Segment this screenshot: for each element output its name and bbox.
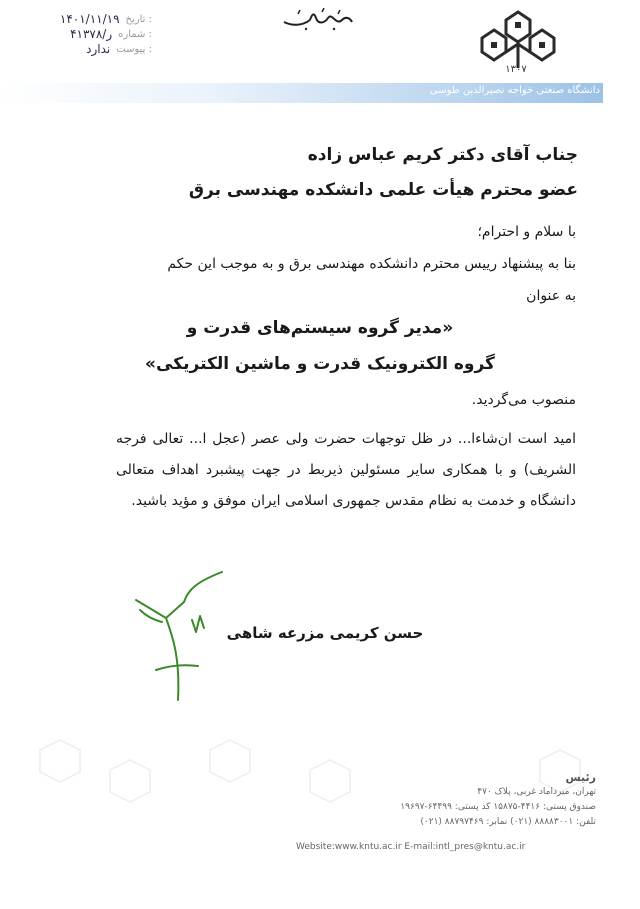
addressee-name: جناب آقای دکتر کریم عباس زاده [307, 145, 578, 165]
body-line-2: به عنوان [526, 288, 576, 304]
calligraphy-header [278, 8, 358, 32]
footer-title: رئیس [565, 771, 596, 784]
number-value: ۴۱۳۷۸/ر [70, 27, 113, 41]
position-title-line-1: «مدیر گروه سیستم‌های قدرت و [186, 318, 454, 338]
date-value: ۱۴۰۱/۱۱/۱۹ [59, 12, 120, 26]
logo-year: ۱۳۰۷ [505, 64, 527, 75]
number-label: شماره : [118, 29, 152, 40]
addressee-position: عضو محترم هیأت علمی دانشکده مهندسی برق [188, 180, 578, 200]
footer-pobox: صندوق پستی: ۴۴۱۶-۱۵۸۷۵ کد پستی: ۶۴۴۹۹-۱۹۶۹۷ [400, 802, 596, 812]
letter-meta [32, 12, 152, 57]
footer-address: تهران، میرداماد غربی، پلاک ۴۷۰ [477, 787, 596, 797]
position-title-line-2: گروه الکترونیک قدرت و ماشین الکتریکی» [145, 354, 495, 374]
footer-web: Website:www.kntu.ac.ir E-mail:intl_pres@kntu.ac.ir [296, 842, 526, 852]
greeting: با سلام و احترام؛ [477, 224, 576, 240]
signature-image [126, 570, 236, 710]
appointed-text: منصوب می‌گردید. [471, 392, 576, 408]
footer-phone: تلفن: ۸۸۸۸۳۰۰۱ (۰۲۱) نمابر: ۸۸۷۹۷۴۶۹ (۰۲۱) [420, 817, 596, 827]
signer-name: حسن کریمی مزرعه شاهی [226, 624, 424, 642]
attachment-value: ندارد [86, 42, 111, 56]
body-line-1: بنا به پیشنهاد رییس محترم دانشکده مهندسی برق و به موجب این حکم [167, 256, 576, 272]
university-name: دانشگاه صنعتی خواجه نصیرالدین طوسی [429, 85, 600, 96]
attachment-label: پیوست : [116, 44, 152, 55]
footer-contact [296, 770, 596, 852]
closing-paragraph: امید است ان‌شاءا... در ظل توجهات حضرت ولی عصر (عجل ا... تعالی فرجه الشریف) و با همکاری سایر مسئولین ذیربط در جهت پیشبرد اهداف متعالی دانشگاه و خدمت به نظام مقدس جمهوری اسلامی ایران موفق و مؤید باشید. [116, 431, 576, 509]
date-label: تاریخ : [125, 14, 152, 25]
